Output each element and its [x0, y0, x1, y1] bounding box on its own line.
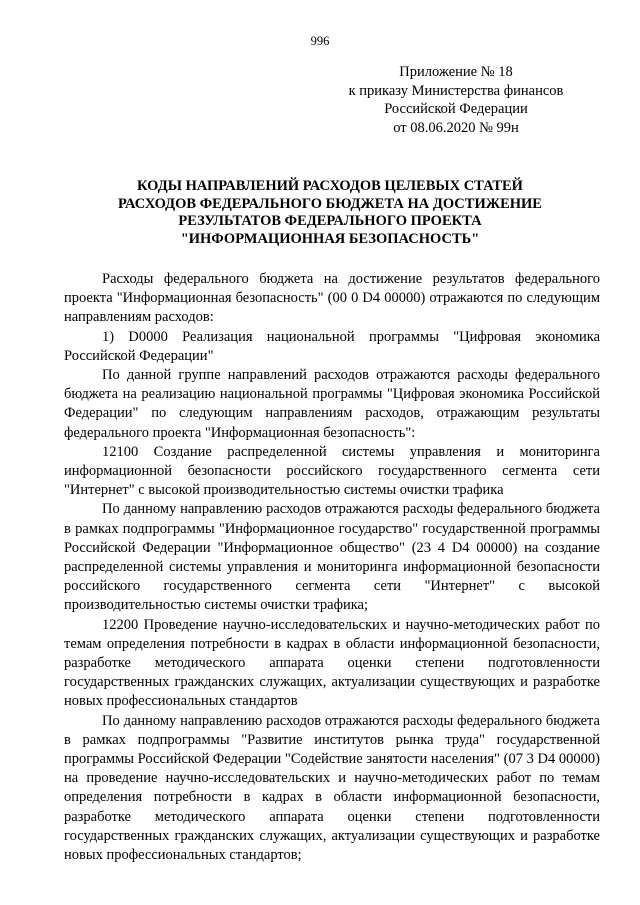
title-line: РАСХОДОВ ФЕДЕРАЛЬНОГО БЮДЖЕТА НА ДОСТИЖЕНИЕ — [118, 195, 542, 212]
body-paragraph: По данной группе направлений расходов отражаются расходы федерального бюджета на реализацию национальной программы "Цифровая экономика Российской Федерации" по следующим направлениям расходов, отражающим результаты федерального проекта "Информационная безопасность": — [64, 367, 600, 441]
body-paragraph: По данному направлению расходов отражаются расходы федерального бюджета в рамках подпрограммы "Развитие институтов рынка труда" государственной программы Российской Федерации "Содействие занятости населения" (07 3 D4 00000) на проведение научно-исследовательских и научно-методических работ по темам определения потребности в кадрах в области информационной безопасности, разработке методического аппарата оценки степени подготовленности государственных гражданских служащих, актуализации существующих и разработке новых профессиональных стандартов; — [64, 712, 600, 864]
document-body — [64, 270, 600, 865]
appendix-line: Приложение № 18 — [399, 64, 513, 80]
title-line: "ИНФОРМАЦИОННАЯ БЕЗОПАСНОСТЬ" — [180, 230, 480, 247]
appendix-line: Российской Федерации — [384, 101, 528, 117]
appendix-header — [336, 63, 576, 137]
appendix-line: от 08.06.2020 № 99н — [393, 119, 519, 136]
body-paragraph: 12100 Создание распределенной системы управления и мониторинга информационной безопасности российского государственного сегмента сети "Интернет" с высокой производительностью системы очистки трафика — [64, 443, 600, 499]
body-paragraph: 12200 Проведение научно-исследовательских и научно-методических работ по темам определения потребности в кадрах в области информационной безопасности, разработке методического аппарата оценки степени подготовленности государственных гражданских служащих, актуализации существующих и разработке новых профессиональных стандартов — [64, 616, 600, 710]
appendix-line: к приказу Министерства финансов — [348, 82, 564, 99]
title-line: РЕЗУЛЬТАТОВ ФЕДЕРАЛЬНОГО ПРОЕКТА — [178, 213, 482, 229]
document-title — [90, 178, 570, 248]
body-paragraph: По данному направлению расходов отражаются расходы федерального бюджета в рамках подпрограммы "Информационное государство" государственной программы Российской Федерации "Информационное общество" (23 4 D4 00000) на создание распределенной системы управления и мониторинга информационной безопасности российского государственного сегмента сети "Интернет" с высокой производительностью системы очистки трафика; — [64, 501, 600, 614]
title-line: КОДЫ НАПРАВЛЕНИЙ РАСХОДОВ ЦЕЛЕВЫХ СТАТЕЙ — [137, 178, 523, 194]
body-paragraph: Расходы федерального бюджета на достижение результатов федерального проекта "Информационная безопасность" (00 0 D4 00000) отражаются по следующим направлениям расходов: — [64, 271, 600, 326]
page-number: 996 — [310, 34, 330, 48]
body-paragraph: 1) D0000 Реализация национальной программы "Цифровая экономика Российской Федерации" — [64, 328, 600, 364]
